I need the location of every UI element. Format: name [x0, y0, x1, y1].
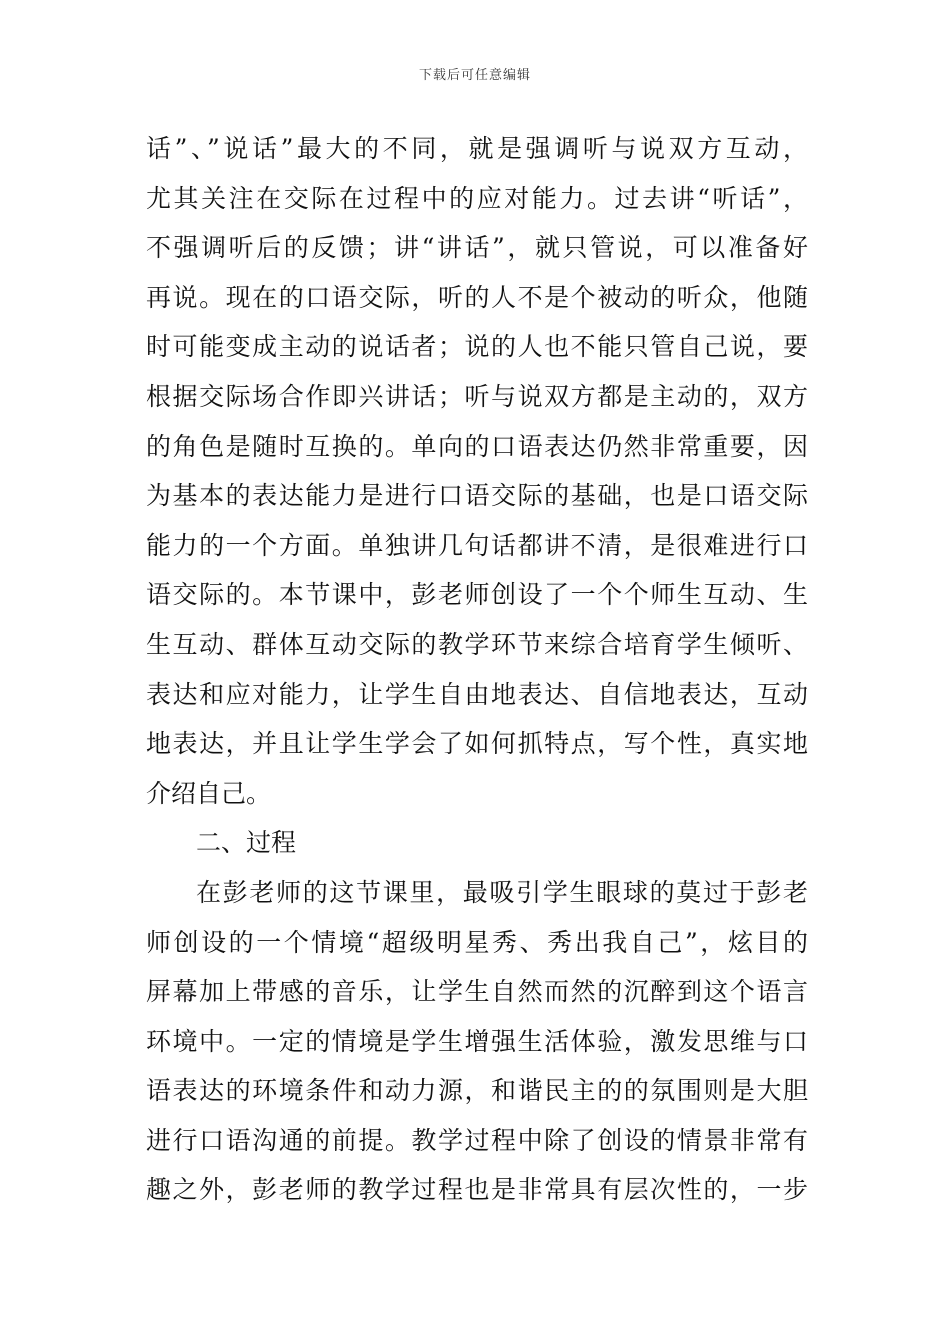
text-line: 时可能变成主动的说话者；说的人也不能只管自己说，要: [146, 332, 808, 362]
text-line: 在彭老师的这节课里，最吸引学生眼球的莫过于彭老: [196, 877, 808, 907]
text-line: 环境中。一定的情境是学生增强生活体验，激发思维与口: [146, 1026, 808, 1056]
text-line: 地表达，并且让学生学会了如何抓特点，写个性，真实地: [146, 729, 808, 759]
text-line: 进行口语沟通的前提。教学过程中除了创设的情景非常有: [146, 1125, 808, 1155]
text-line: 为基本的表达能力是进行口语交际的基础，也是口语交际: [146, 481, 808, 511]
text-line: 语表达的环境条件和动力源，和谐民主的的氛围则是大胆: [146, 1076, 808, 1106]
text-line: 语交际的。本节课中，彭老师创设了一个个师生互动、生: [146, 580, 808, 610]
text-line: 根据交际场合作即兴讲话；听与说双方都是主动的，双方: [146, 381, 808, 411]
text-line: 介绍自己。: [146, 778, 272, 808]
text-line: 话”、”说话”最大的不同，就是强调听与说双方互动，: [146, 134, 808, 163]
text-line: 表达和应对能力，让学生自由地表达、自信地表达，互动: [146, 679, 808, 709]
paragraph-2: [146, 868, 808, 1215]
text-line: 屏幕加上带感的音乐，让学生自然而然的沉醉到这个语言: [146, 977, 808, 1007]
page-header: 下载后可任意编辑: [418, 68, 531, 83]
text-line: 师创设的一个情境“超级明星秀、秀出我自己”，炫目的: [146, 927, 808, 957]
section-heading: 二、过程: [196, 828, 297, 858]
text-line: 生互动、群体互动交际的教学环节来综合培育学生倾听、: [146, 629, 808, 659]
text-line: 尤其关注在交际在过程中的应对能力。过去讲“听话”，: [146, 183, 808, 213]
text-line: 趣之外，彭老师的教学过程也是非常具有层次性的，一步: [146, 1175, 808, 1205]
text-line: 再说。现在的口语交际，听的人不是个被动的听众，他随: [146, 282, 808, 312]
text-line: 能力的一个方面。单独讲几句话都讲不清，是很难进行口: [146, 530, 808, 560]
paragraph-1: [146, 124, 808, 818]
text-line: 不强调听后的反馈；讲“讲话”，就只管说，可以准备好: [146, 233, 808, 263]
text-line: 的角色是随时互换的。单向的口语表达仍然非常重要，因: [146, 431, 808, 461]
document-body: [146, 124, 808, 1215]
